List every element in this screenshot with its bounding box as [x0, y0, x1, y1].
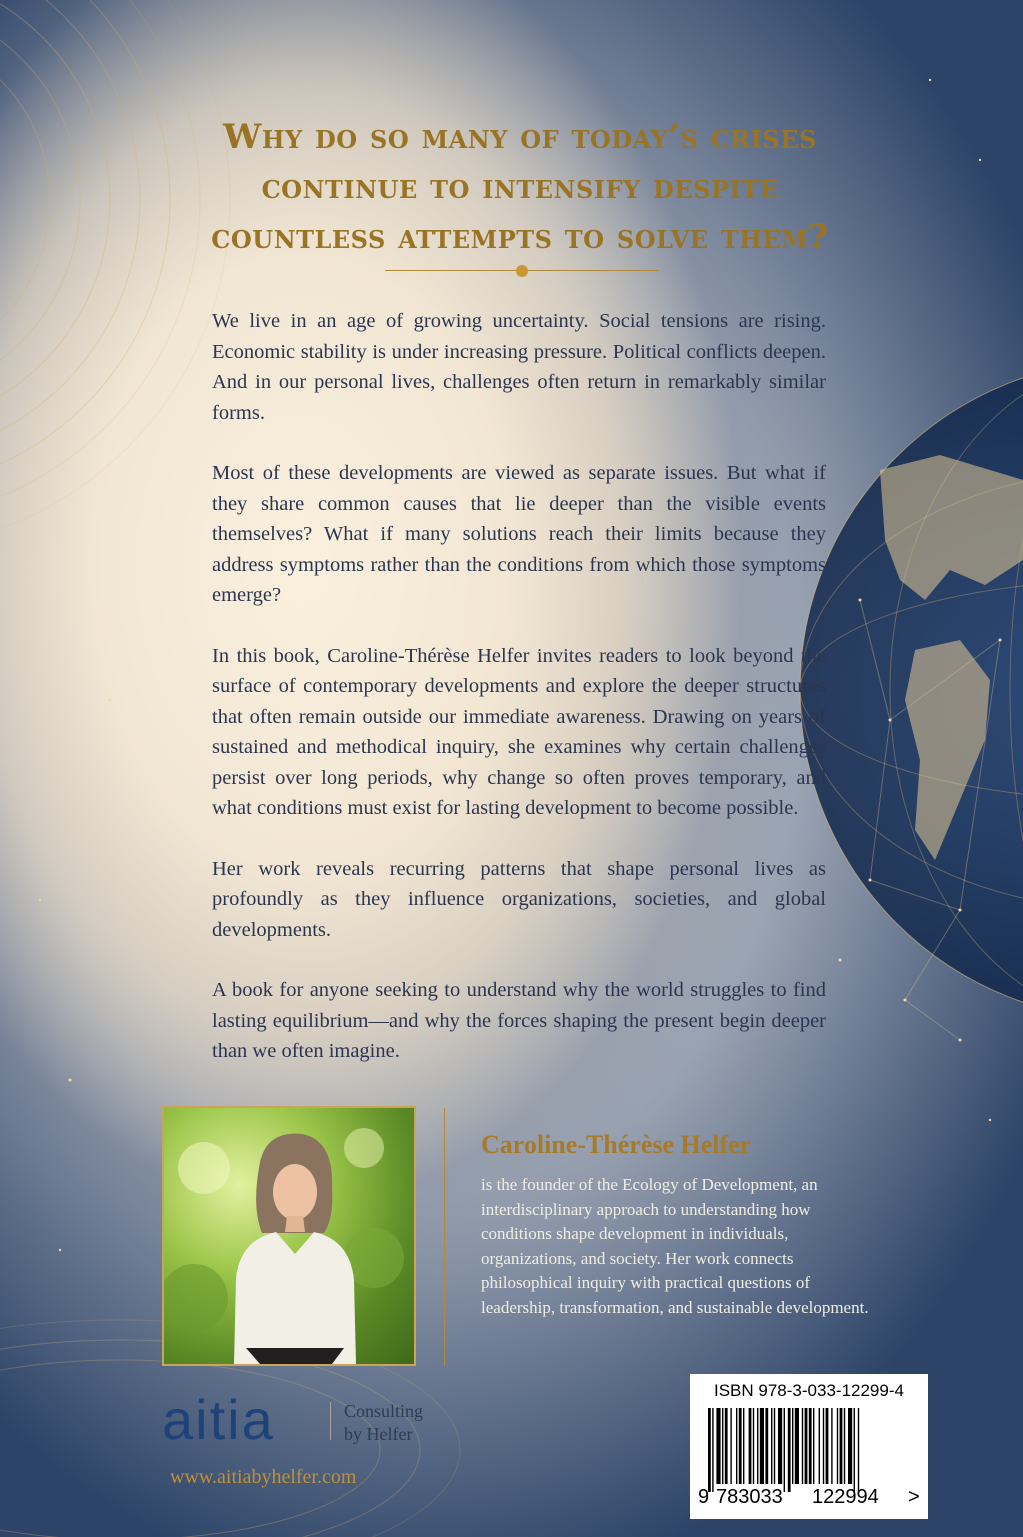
barcode-bar [736, 1408, 737, 1484]
barcode-bar [743, 1408, 744, 1484]
barcode-bar [753, 1408, 754, 1484]
barcode-bar [823, 1408, 824, 1484]
barcode-bar [765, 1408, 768, 1484]
barcode-bars [708, 1408, 912, 1492]
barcode-bar [771, 1408, 772, 1484]
headline [150, 112, 890, 262]
barcode-bar [826, 1408, 829, 1484]
barcode-bar [760, 1408, 764, 1484]
barcode-bar [792, 1408, 793, 1484]
logo-wordmark: aitia [162, 1388, 275, 1451]
barcode-bar [725, 1408, 728, 1484]
isbn-label: ISBN 978-3-033-12299-4 [714, 1381, 904, 1400]
ornamental-divider [385, 265, 659, 277]
barcode-bar [757, 1408, 758, 1484]
barcode-digits [690, 1486, 928, 1514]
author-name: Caroline-Thérèse Helfer [481, 1130, 752, 1159]
vertical-divider [444, 1108, 445, 1366]
barcode-digits-right: 122994 [812, 1486, 879, 1508]
blurb-paragraph-1: We live in an age of growing uncertainty. Social tensions are rising. Economic stability is under increasing pressure. Political conflicts deepen. And in our personal lives, challenges often return in remarkably similar forms. [212, 310, 826, 424]
author-photo [162, 1106, 416, 1366]
barcode-bar [730, 1408, 731, 1484]
barcode-bar [819, 1408, 820, 1484]
author-bio: is the founder of the Ecology of Development, an interdisciplinary approach to understanding how conditions shape development in individuals, organizations, and society. Her work connects philosophical inquiry with practical questions of leadership, transformation, and sustainable development. [481, 1175, 869, 1317]
divider-dot-icon [516, 265, 528, 277]
author-portrait-illustration [164, 1108, 414, 1364]
barcode-bar [802, 1408, 803, 1484]
publisher-url[interactable]: www.aitiabyhelfer.com [170, 1466, 357, 1488]
barcode-bar [858, 1408, 859, 1492]
barcode-bar [716, 1408, 720, 1484]
blurb-text [212, 306, 826, 1097]
barcode-bar [739, 1408, 742, 1484]
barcode-bar [831, 1408, 832, 1484]
barcode-bar [837, 1408, 838, 1484]
isbn-barcode [690, 1374, 928, 1519]
barcode-bar [813, 1408, 814, 1484]
barcode-bar [774, 1408, 775, 1484]
barcode-quiet-mark: > [908, 1486, 920, 1508]
barcode-bar [722, 1408, 723, 1484]
barcode-bar [712, 1408, 713, 1492]
headline-line-3: countless attempts to solve them? [211, 217, 829, 257]
blurb-paragraph-3: In this book, Caroline-Thérèse Helfer invites readers to look beyond the surface of contemporary developments and explore the deeper structures that often remain outside our immediate awareness. Drawing on years of sustained and methodical inquiry, she examines why certain challenges persist over long periods, why change so often proves temporary, and what conditions must exist for lasting development to become possible. [212, 644, 826, 819]
barcode-bar [854, 1408, 855, 1492]
logo-tagline-line-1: Consulting [344, 1401, 424, 1421]
barcode-bar [708, 1408, 711, 1492]
logo-tagline-line-2: by Helfer [344, 1424, 413, 1444]
blurb-paragraph-4: Her work reveals recurring patterns that shape personal lives as profoundly as they influence organizations, societies, and global developments. [212, 857, 826, 941]
barcode-bar [784, 1408, 785, 1492]
barcode-bar [795, 1408, 799, 1484]
blurb-paragraph-5: A book for anyone seeking to understand why the world struggles to find lasting equilibrium—and why the forces shaping the present begin deeper than we often imagine. [212, 979, 826, 1062]
logo-tagline [344, 1400, 423, 1446]
barcode-bar [788, 1408, 791, 1492]
logo-separator [330, 1402, 331, 1440]
barcode-digits-left: 783033 [716, 1486, 783, 1508]
barcode-bar [848, 1408, 852, 1484]
barcode-bar [778, 1408, 782, 1484]
barcode-bar [840, 1408, 843, 1484]
barcode-bar [844, 1408, 845, 1484]
headline-line-1: Why do so many of today’s crises [223, 117, 817, 157]
barcode-bar [749, 1408, 752, 1484]
barcode-digit-first: 9 [698, 1486, 710, 1508]
barcode-bar [809, 1408, 812, 1484]
publisher-logo [162, 1388, 462, 1452]
blurb-paragraph-2: Most of these developments are viewed as separate issues. But what if they share common causes that lie deeper than the visible events themselves? What if many solutions reach their limits because they address symptoms rather than the conditions from which those symptoms emerge? [212, 462, 826, 606]
barcode-bar [805, 1408, 808, 1484]
headline-line-2: continue to intensify despite [261, 167, 779, 207]
